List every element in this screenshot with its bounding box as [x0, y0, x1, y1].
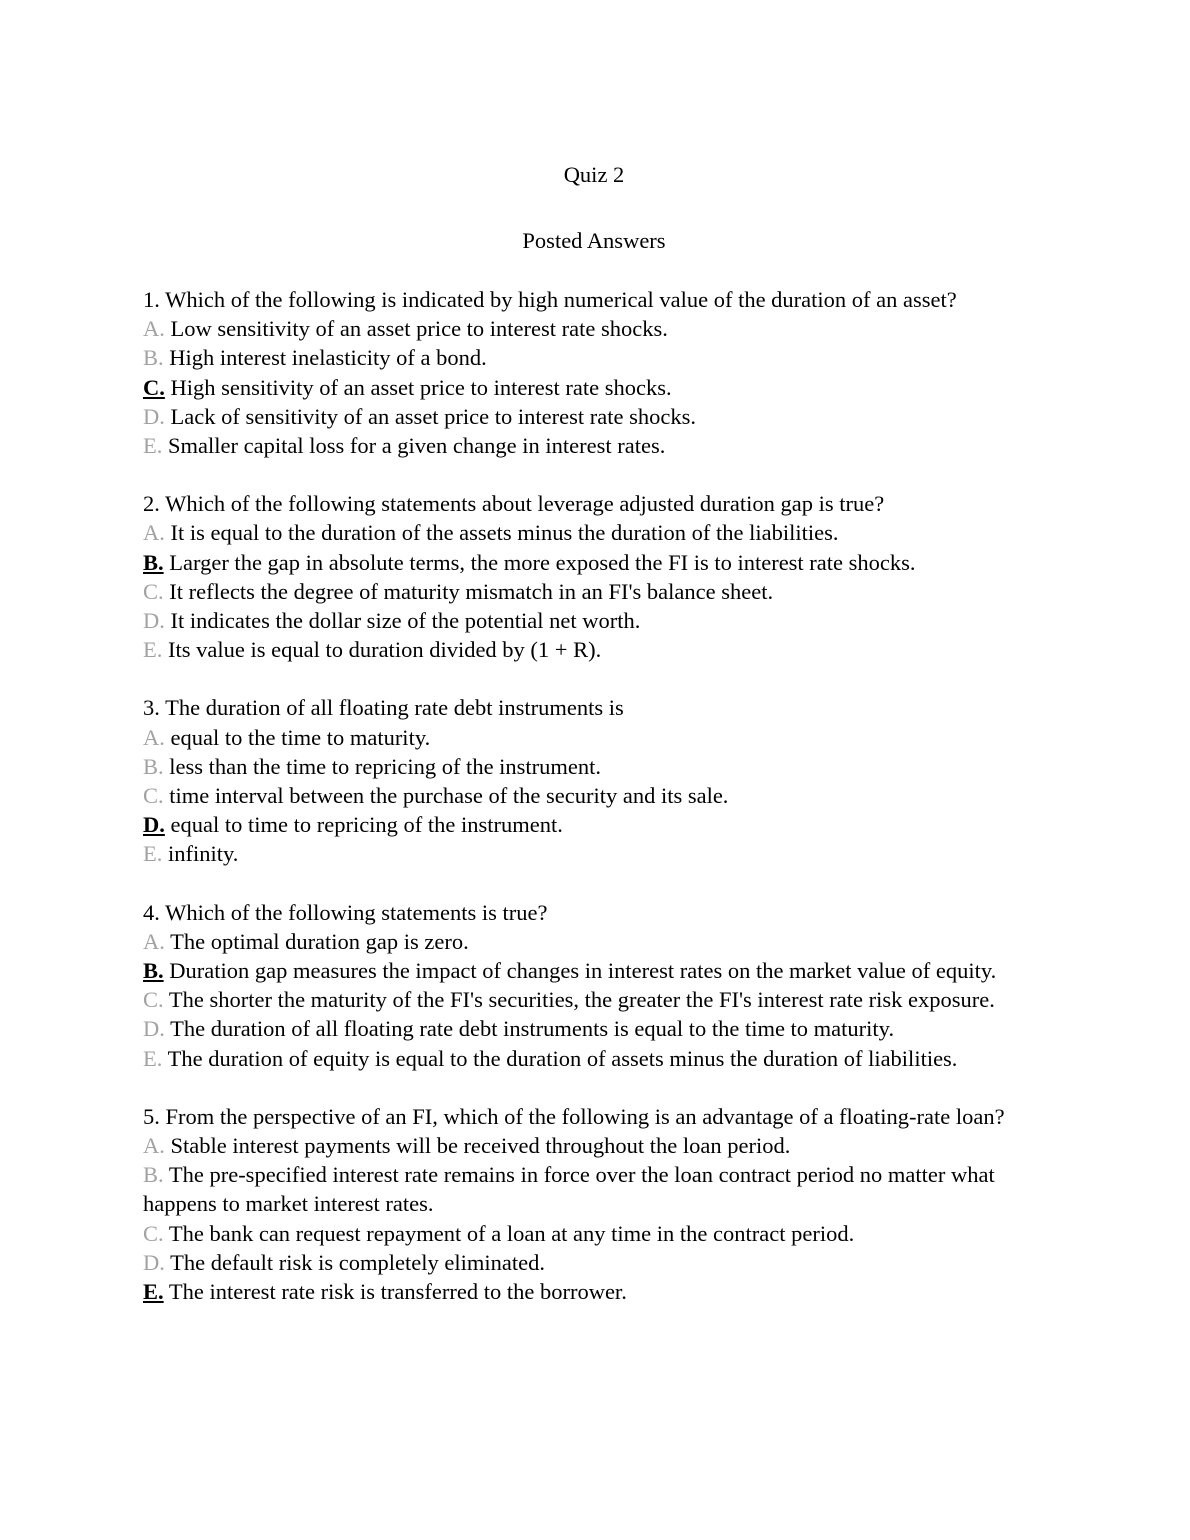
answer-option[interactable]: [143, 518, 1045, 547]
question-stem: 1. Which of the following is indicated by high numerical value of the duration of an asset?: [143, 287, 957, 312]
question-stem: 3. The duration of all floating rate debt instruments is: [143, 695, 624, 721]
answer-option[interactable]: [143, 1014, 1045, 1043]
option-text: It reflects the degree of maturity mismatch in an FI's balance sheet.: [169, 578, 774, 604]
option-text: The duration of all floating rate debt instruments is equal to the time to maturity.: [170, 1016, 895, 1042]
option-text: Larger the gap in absolute terms, the more exposed the FI is to interest rate shocks.: [169, 549, 916, 575]
question-block: [143, 898, 1045, 1073]
answer-option[interactable]: [143, 985, 1045, 1014]
option-letter: B.: [143, 958, 164, 984]
answer-option[interactable]: [143, 343, 1045, 372]
option-letter: E.: [143, 1279, 164, 1305]
question-stem: 4. Which of the following statements is true?: [143, 899, 548, 925]
answer-option[interactable]: [143, 927, 1045, 956]
option-text: Stable interest payments will be received throughout the loan period.: [170, 1133, 791, 1159]
answer-option[interactable]: [143, 431, 1045, 460]
option-letter: D.: [143, 812, 165, 838]
option-letter: C.: [143, 578, 164, 604]
option-letter: A.: [143, 724, 165, 750]
option-text: Its value is equal to duration divided by (1 + R).: [168, 637, 602, 663]
answer-option[interactable]: [143, 1219, 1045, 1248]
option-text: equal to the time to maturity.: [170, 724, 431, 750]
question-block: [143, 1102, 1045, 1306]
option-letter: D.: [143, 403, 165, 429]
option-letter: C.: [143, 374, 165, 400]
option-letter: B.: [143, 549, 164, 575]
answer-option[interactable]: [143, 752, 1045, 781]
option-letter: E.: [143, 1045, 163, 1071]
option-text: The duration of equity is equal to the duration of assets minus the duration of liabilities.: [167, 1045, 958, 1071]
option-text: High interest inelasticity of a bond.: [169, 345, 487, 371]
answer-option[interactable]: [143, 1044, 1045, 1073]
answer-option[interactable]: [143, 314, 1045, 343]
answer-option[interactable]: [143, 606, 1045, 635]
option-letter: C.: [143, 783, 164, 809]
answer-option[interactable]: [143, 1248, 1045, 1277]
option-text: less than the time to repricing of the instrument.: [169, 753, 602, 779]
option-text: Lack of sensitivity of an asset price to interest rate shocks.: [170, 403, 696, 429]
option-letter: A.: [143, 928, 165, 954]
option-text: equal to time to repricing of the instrument.: [170, 812, 563, 838]
option-text: time interval between the purchase of the security and its sale.: [169, 783, 729, 809]
option-letter: E.: [143, 841, 163, 867]
option-letter: A.: [143, 316, 165, 342]
option-letter: B.: [143, 1162, 164, 1188]
question-stem: 2. Which of the following statements about leverage adjusted duration gap is true?: [143, 491, 885, 517]
answer-option-correct[interactable]: [143, 956, 1045, 985]
answer-option[interactable]: [143, 839, 1045, 868]
option-text: The optimal duration gap is zero.: [170, 928, 469, 954]
option-letter: C.: [143, 987, 164, 1013]
answer-option[interactable]: [143, 723, 1045, 752]
option-text: Duration gap measures the impact of changes in interest rates on the market value of equity.: [169, 958, 997, 984]
option-letter: C.: [143, 1220, 164, 1246]
question-block: [143, 693, 1045, 868]
option-letter: B.: [143, 753, 164, 779]
option-letter: E.: [143, 433, 163, 459]
answer-option-correct[interactable]: [143, 810, 1045, 839]
question-block: [143, 489, 1045, 664]
option-letter: D.: [143, 608, 165, 634]
option-letter: D.: [143, 1249, 165, 1275]
answer-option[interactable]: [143, 781, 1045, 810]
page-title: Quiz 2: [563, 162, 625, 187]
option-text: infinity.: [168, 841, 239, 867]
option-letter: A.: [143, 1133, 165, 1159]
option-text: Low sensitivity of an asset price to interest rate shocks.: [170, 316, 668, 342]
option-text: The bank can request repayment of a loan at any time in the contract period.: [168, 1220, 855, 1246]
answer-option[interactable]: [143, 1160, 1045, 1218]
answer-option-correct[interactable]: [143, 548, 1045, 577]
questions-list: [143, 255, 1045, 1306]
answer-option[interactable]: [143, 577, 1045, 606]
option-text: It is equal to the duration of the assets minus the duration of the liabilities.: [170, 520, 839, 546]
option-text: The pre-specified interest rate remains in force over the loan contract period no matter what happens to market interest rates.: [143, 1162, 995, 1217]
answer-option[interactable]: [143, 402, 1045, 431]
answer-option[interactable]: [143, 635, 1045, 664]
answer-option[interactable]: [143, 1131, 1045, 1160]
question-stem: 5. From the perspective of an FI, which of the following is an advantage of a floating-rate loan?: [143, 1103, 1005, 1129]
option-text: Smaller capital loss for a given change in interest rates.: [168, 433, 666, 459]
question-block: [143, 285, 1045, 460]
option-text: The interest rate risk is transferred to the borrower.: [168, 1279, 627, 1305]
option-letter: D.: [143, 1016, 165, 1042]
option-letter: E.: [143, 637, 163, 663]
option-text: High sensitivity of an asset price to interest rate shocks.: [170, 374, 672, 400]
document-subtitle: Posted Answers: [522, 228, 666, 253]
option-letter: A.: [143, 520, 165, 546]
option-text: The shorter the maturity of the FI's securities, the greater the FI's interest rate risk exposure.: [168, 987, 995, 1013]
option-letter: B.: [143, 345, 164, 371]
option-text: The default risk is completely eliminated.: [170, 1249, 545, 1275]
option-text: It indicates the dollar size of the potential net worth.: [170, 608, 641, 634]
document-body: [143, 160, 1045, 1335]
answer-option-correct[interactable]: [143, 1277, 1045, 1306]
answer-option-correct[interactable]: [143, 373, 1045, 402]
